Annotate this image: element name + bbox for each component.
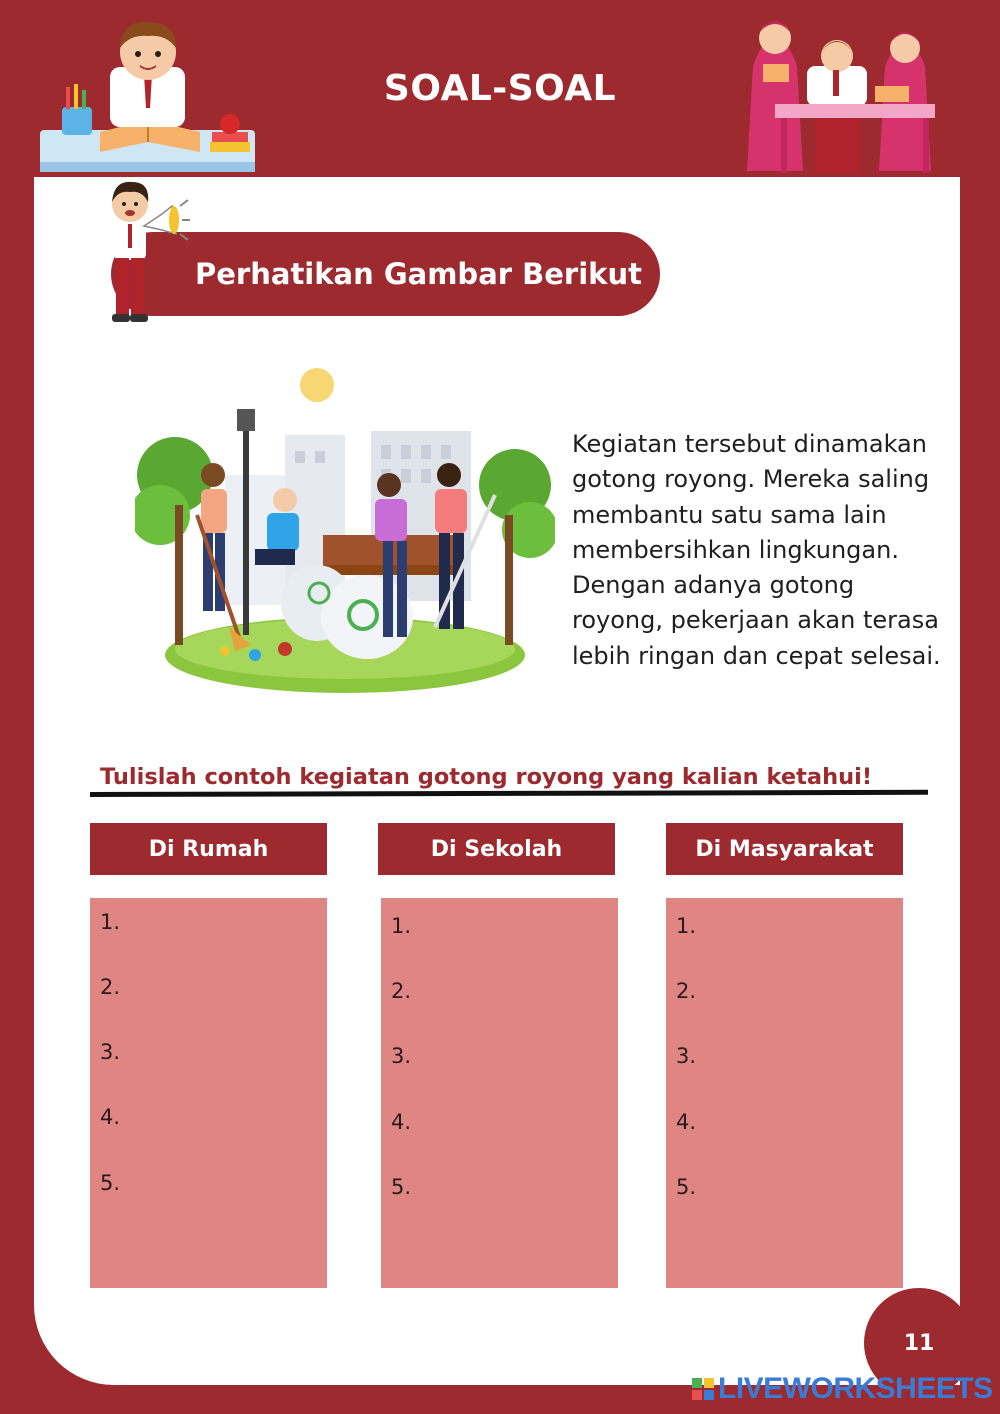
answer-item[interactable]: 1. bbox=[676, 914, 697, 938]
column-header-sekolah: Di Sekolah bbox=[378, 823, 615, 875]
answer-box-sekolah[interactable] bbox=[381, 898, 618, 1288]
boy-megaphone-illustration bbox=[100, 176, 190, 324]
section-title-text: Perhatikan Gambar Berikut bbox=[195, 257, 642, 291]
description bbox=[572, 427, 952, 674]
page-title: SOAL-SOAL bbox=[383, 68, 617, 109]
answer-item[interactable]: 5. bbox=[100, 1171, 121, 1195]
answer-item[interactable]: 3. bbox=[391, 1044, 412, 1068]
liveworksheets-watermark[interactable] bbox=[692, 1372, 993, 1406]
answer-item[interactable]: 4. bbox=[391, 1110, 412, 1134]
answer-item[interactable]: 4. bbox=[100, 1105, 121, 1129]
answer-item[interactable]: 2. bbox=[100, 975, 121, 999]
section-title bbox=[111, 232, 660, 316]
answer-item[interactable]: 2. bbox=[676, 979, 697, 1003]
instruction-text: Tulislah contoh kegiatan gotong royong yang kalian ketahui! bbox=[100, 764, 873, 790]
column-header-masyarakat: Di Masyarakat bbox=[666, 823, 903, 875]
answer-box-masyarakat[interactable] bbox=[666, 898, 903, 1288]
answer-item[interactable]: 3. bbox=[676, 1044, 697, 1068]
description-line: royong, pekerjaan akan terasa bbox=[572, 606, 939, 635]
answer-box-rumah[interactable] bbox=[90, 898, 327, 1288]
watermark-text: LIVEWORKSHEETS bbox=[718, 1372, 993, 1405]
gotong-royong-illustration bbox=[135, 365, 555, 695]
students-reading-illustration bbox=[745, 6, 940, 176]
answer-item[interactable]: 4. bbox=[676, 1110, 697, 1134]
description-line: Kegiatan tersebut dinamakan bbox=[572, 430, 927, 458]
answer-item[interactable]: 2. bbox=[391, 979, 412, 1003]
answer-item[interactable]: 5. bbox=[676, 1175, 697, 1199]
description-line: Dengan adanya gotong bbox=[572, 571, 855, 600]
description-line: membersihkan lingkungan. bbox=[572, 535, 899, 564]
description-line: membantu satu sama lain bbox=[572, 500, 887, 529]
description-line: lebih ringan dan cepat selesai. bbox=[572, 641, 941, 670]
student-desk-illustration bbox=[40, 12, 255, 177]
answer-item[interactable]: 1. bbox=[100, 910, 121, 934]
page-number: 11 bbox=[864, 1288, 974, 1398]
description-line: gotong royong. Mereka saling bbox=[572, 465, 930, 494]
answer-item[interactable]: 3. bbox=[100, 1040, 121, 1064]
column-header-rumah: Di Rumah bbox=[90, 823, 327, 875]
answer-item[interactable]: 5. bbox=[391, 1175, 412, 1199]
liveworksheets-logo-icon bbox=[692, 1378, 714, 1400]
answer-item[interactable]: 1. bbox=[391, 914, 412, 938]
